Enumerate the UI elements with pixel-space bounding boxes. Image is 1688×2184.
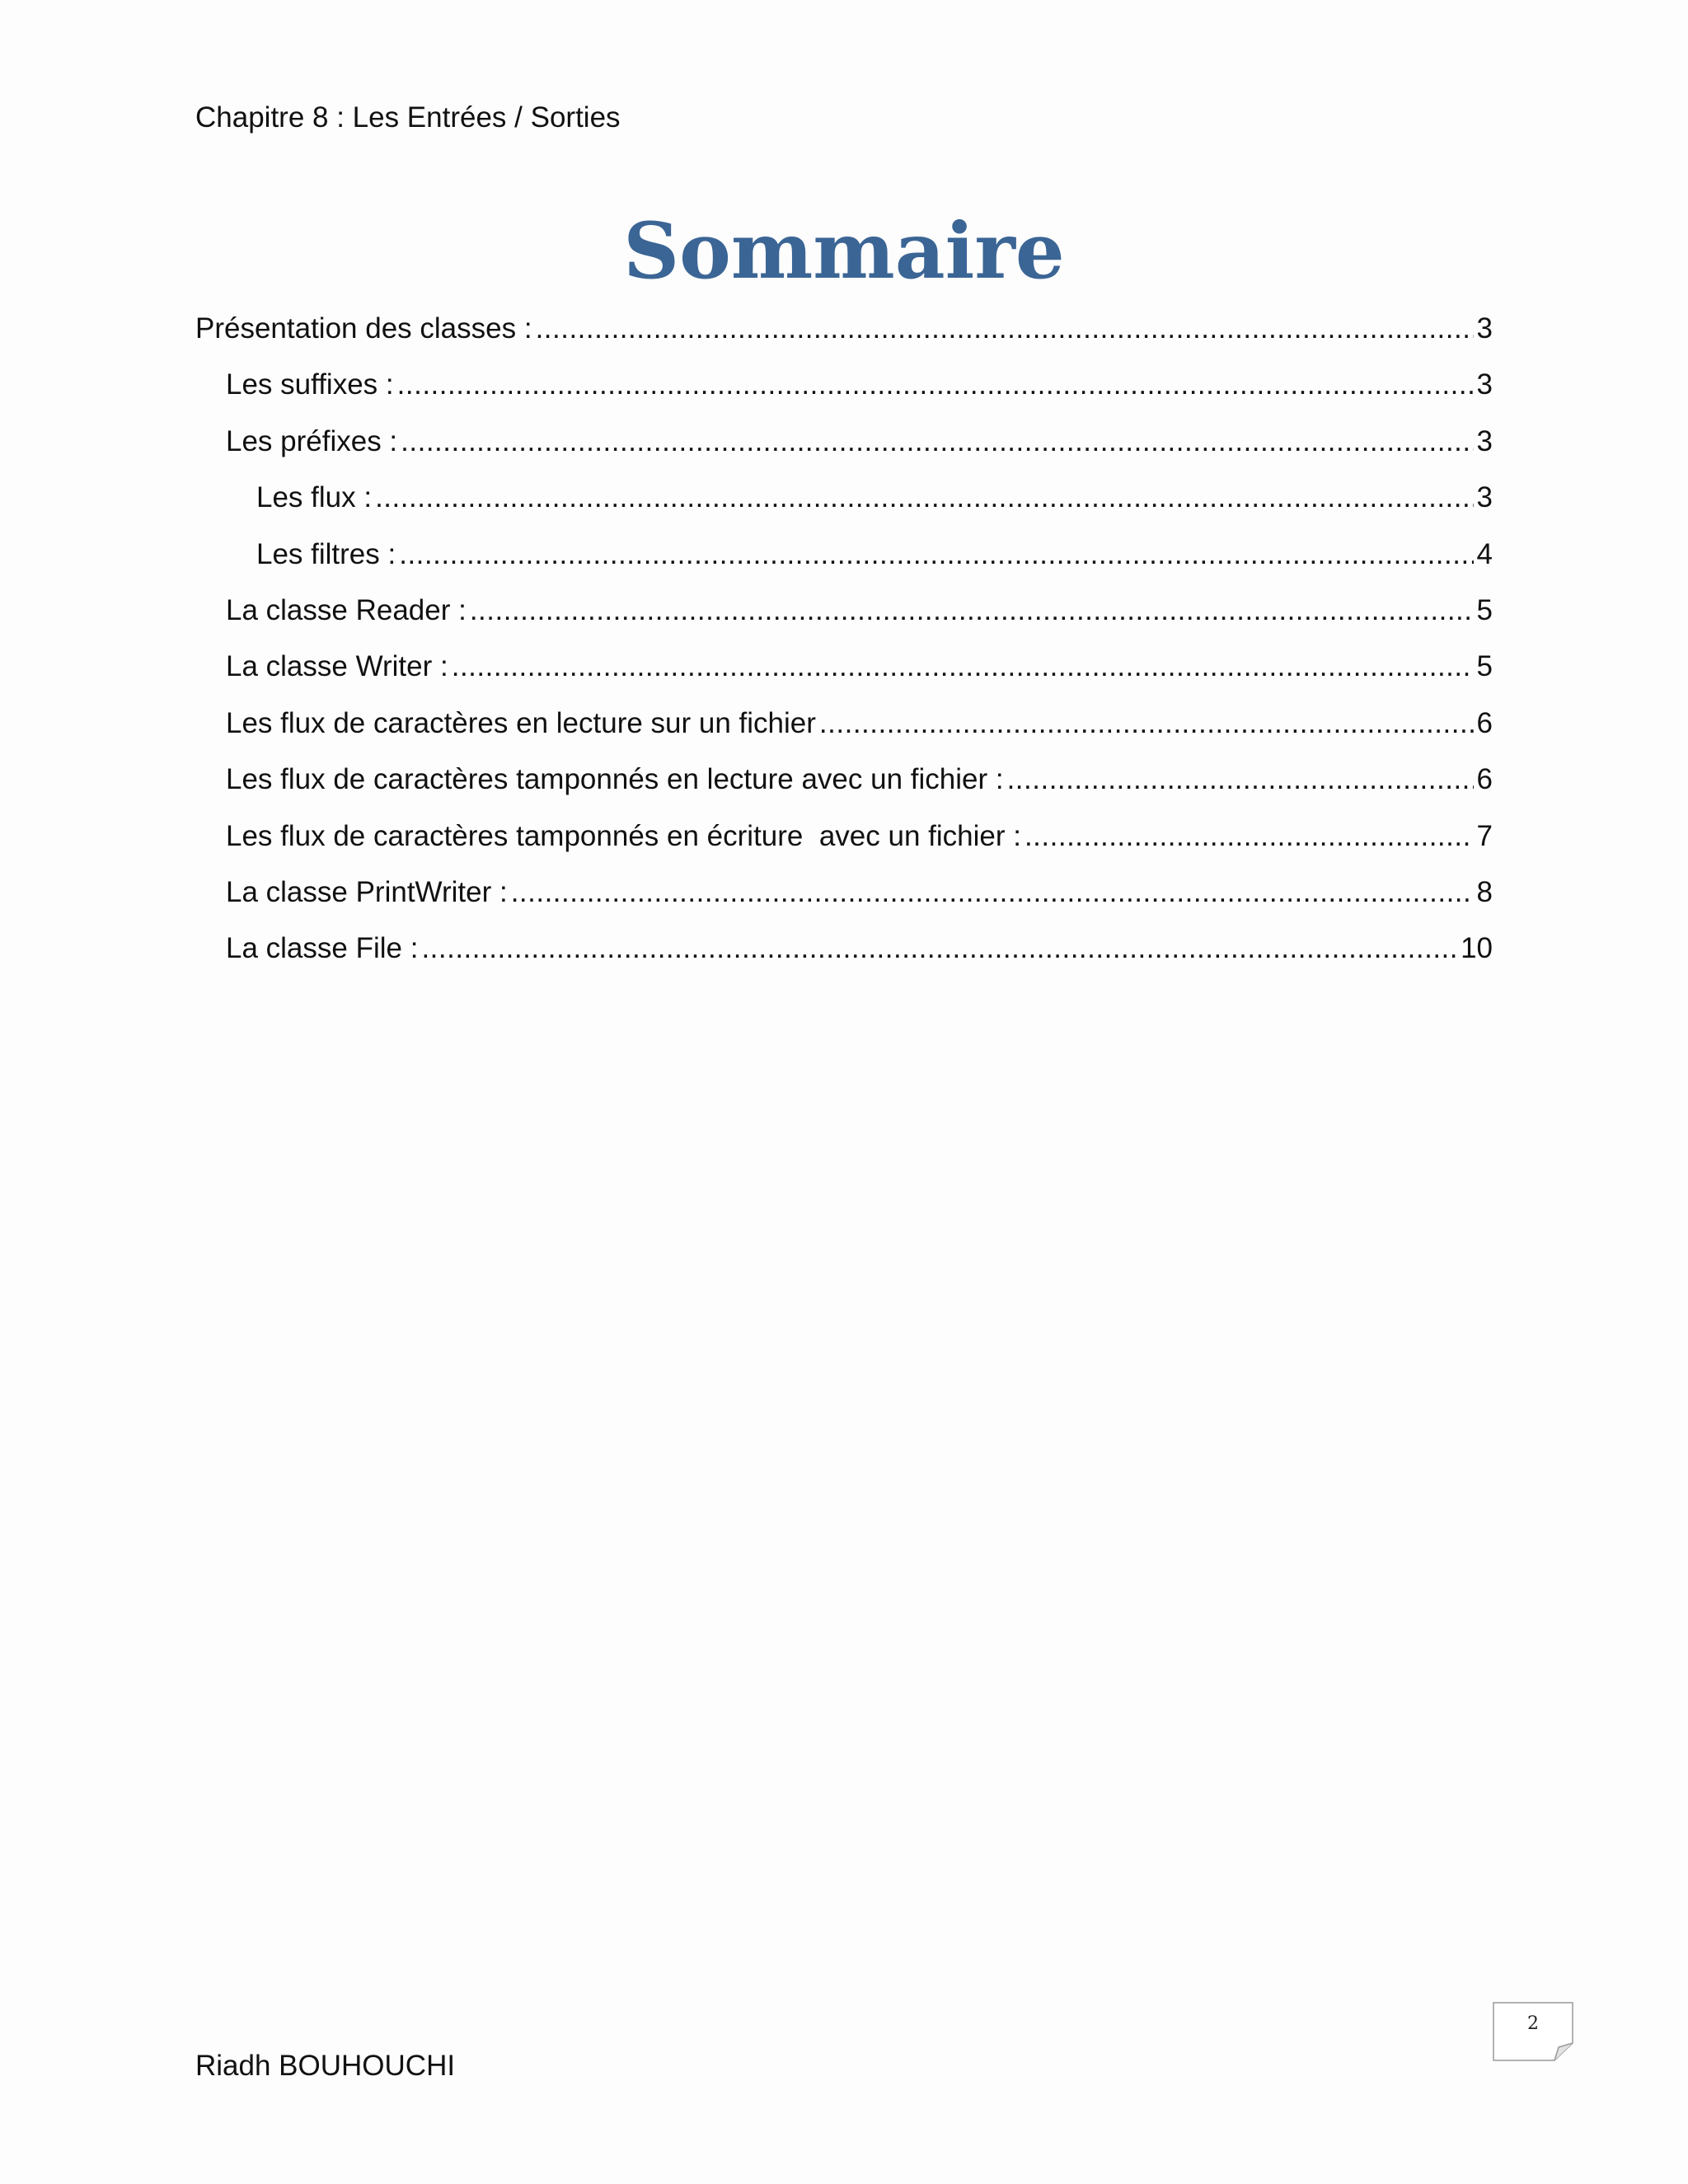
toc-leader-dots [399, 532, 1473, 577]
toc-leader-dots [819, 701, 1474, 746]
toc-entry-label: Les flux de caractères tamponnés en écriture avec un fichier : [226, 819, 1021, 852]
toc-leader-dots [397, 363, 1474, 407]
toc-entry-label: Les flux de caractères tamponnés en lecture avec un fichier : [226, 763, 1004, 796]
toc-entry[interactable] [195, 644, 1493, 701]
toc-entry-page: 4 [1476, 537, 1493, 570]
toc-entry-page: 3 [1476, 368, 1493, 401]
footer-author: Riadh BOUHOUCHI [195, 2050, 456, 2082]
toc-entry-page: 6 [1476, 763, 1493, 796]
toc-entry-page: 6 [1476, 706, 1493, 739]
toc-entry-label: Les flux de caractères en lecture sur un fichier [226, 706, 816, 739]
toc-leader-dots [536, 307, 1474, 351]
page-number-badge [1493, 2002, 1573, 2061]
toc-entry-page: 3 [1476, 481, 1493, 514]
toc-leader-dots [421, 926, 1457, 971]
toc-leader-dots [470, 588, 1474, 633]
toc-leader-dots [1007, 757, 1474, 802]
toc-title: Sommaire [623, 206, 1065, 297]
toc-entry-label: Les filtres : [256, 537, 396, 570]
toc-entry-label: Les suffixes : [226, 368, 394, 401]
page-number: 2 [1527, 2013, 1539, 2034]
toc-leader-dots [1025, 814, 1474, 859]
toc-entry-page: 7 [1476, 819, 1493, 852]
toc-entry[interactable] [195, 588, 1493, 644]
toc-entry[interactable] [195, 757, 1493, 813]
toc-entry-label: Présentation des classes : [195, 312, 532, 344]
toc-entry-page: 10 [1461, 932, 1493, 965]
toc-entry[interactable] [195, 532, 1493, 588]
toc-entry-label: La classe File : [226, 932, 419, 965]
toc-entry[interactable] [195, 870, 1493, 926]
toc-entry[interactable] [195, 363, 1493, 419]
toc-entry[interactable] [195, 476, 1493, 532]
toc-entry-page: 8 [1476, 875, 1493, 908]
toc-entry-label: La classe Writer : [226, 650, 448, 683]
toc-leader-dots [452, 644, 1474, 689]
toc-entry-label: Les flux : [256, 481, 373, 514]
toc-entry[interactable] [195, 419, 1493, 476]
table-of-contents [195, 307, 1493, 983]
toc-entry[interactable] [195, 701, 1493, 757]
toc-entry-page: 3 [1476, 312, 1493, 344]
toc-leader-dots [375, 476, 1473, 520]
toc-entry[interactable] [195, 307, 1493, 363]
toc-entry-label: La classe Reader : [226, 593, 467, 626]
running-header: Chapitre 8 : Les Entrées / Sorties [195, 101, 621, 134]
toc-entry-page: 5 [1476, 650, 1493, 683]
toc-entry-page: 5 [1476, 593, 1493, 626]
toc-entry-label: Les préfixes : [226, 424, 398, 457]
toc-entry[interactable] [195, 814, 1493, 870]
toc-leader-dots [511, 870, 1474, 915]
toc-entry-label: La classe PrintWriter : [226, 875, 508, 908]
toc-leader-dots [401, 419, 1473, 464]
toc-entry-page: 3 [1476, 424, 1493, 457]
toc-entry[interactable] [195, 926, 1493, 982]
